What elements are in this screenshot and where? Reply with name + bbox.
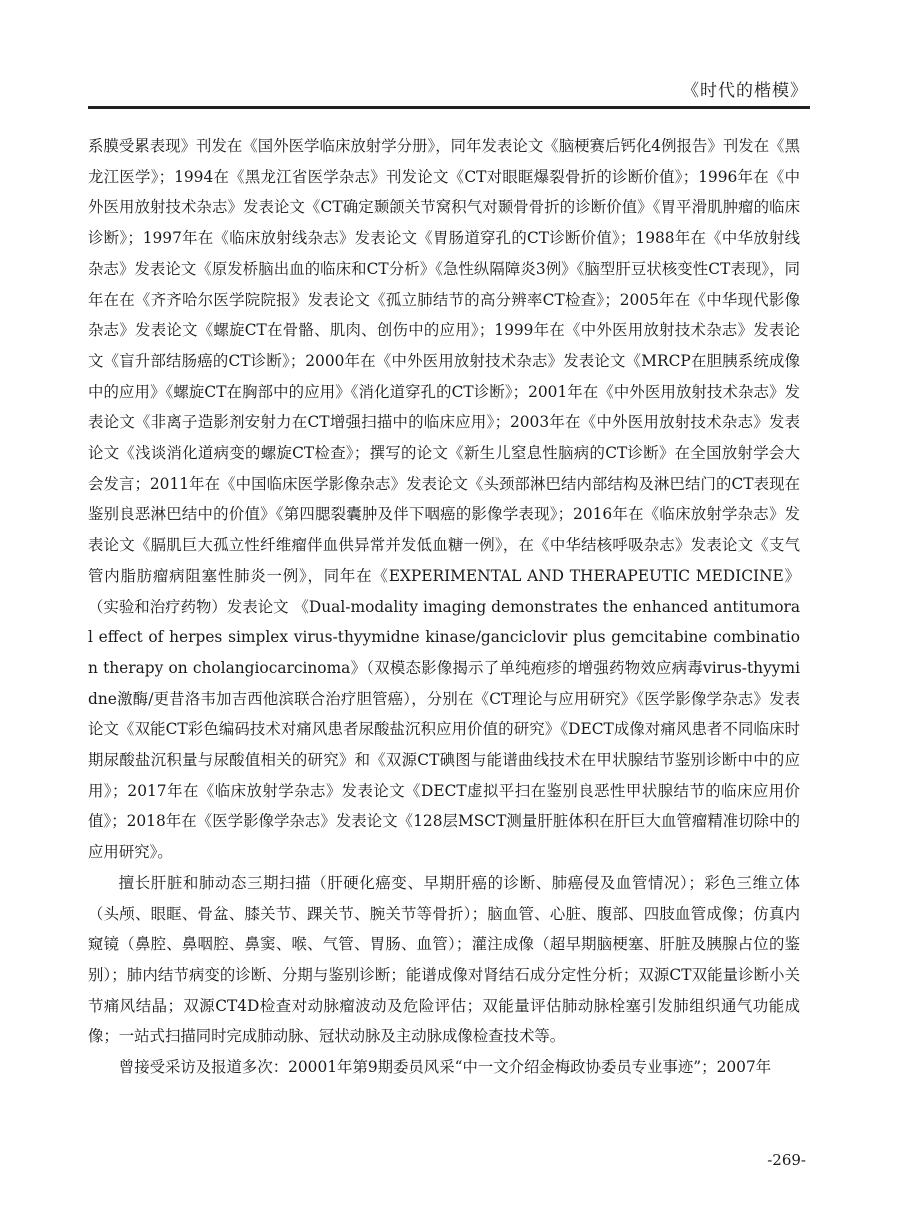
header-divider [88,106,810,109]
paragraph-publications: 系膜受累表现》刊发在《国外医学临床放射学分册》，同年发表论文《脑梗赛后钙化4例报告》刊发在《黑龙江医学》；1994在《黑龙江省医学杂志》刊发论文《CT对眼眶爆裂骨折的诊断价值》；1996年在《中外医用放射技术杂志》发表论文《CT确定颞颌关节窝积气对颞骨骨折的诊断价值》《胃平滑肌肿瘤的临床诊断》；1997年在《临床放射线杂志》发表论文《胃肠道穿孔的CT诊断价值》；1988年在《中华放射线杂志》发表论文《原发桥脑出血的临床和CT分析》《急性纵隔障炎3例》《脑型肝豆状核变性CT表现》，同年在在《齐齐哈尔医学院院报》发表论文《孤立肺结节的高分辨率CT检查》；2005年在《中华现代影像杂志》发表论文《螺旋CT在骨骼、肌肉、创伤中的应用》；1999年在《中外医用放射技术杂志》发表论文《盲升部结肠癌的CT诊断》；2000年在《中外医用放射技术杂志》发表论文《MRCP在胆胰系统成像中的应用》《螺旋CT在胸部中的应用》《消化道穿孔的CT诊断》；2001年在《中外医用放射技术杂志》发表论文《非离子造影剂安射力在CT增强扫描中的临床应用》；2003年在《中外医用放射技术杂志》发表论文《浅谈消化道病变的螺旋CT检查》；撰写的论文《新生儿窒息性脑病的CT诊断》在全国放射学会大会发言；2011年在《中国临床医学影像杂志》发表论文《头颈部淋巴结内部结构及淋巴结门的CT表现在鉴别良恶淋巴结中的价值》《第四腮裂囊肿及伴下咽癌的影像学表现》；2016年在《临床放射学杂志》发表论文《膈肌巨大孤立性纤维瘤伴血供异常并发低血糖一例》，在《中华结核呼吸杂志》发表论文《支气管内脂肪瘤病阻塞性肺炎一例》，同年在《EXPERIMENTAL AND THERAPEUTIC MEDICINE》（实验和治疗药物）发表论文 《Dual-modality imaging demonstrates the enhanced antitumoral effect of herpes simplex virus-thyymidne kinase/ganciclovir plus gemcitabine combination therapy on cholangiocarcinoma》（双模态影像揭示了单纯疱疹的增强药物效应病毒virus-thyymidne激酶/更昔洛韦加吉西他滨联合治疗胆管癌），分别在《CT理论与应用研究》《医学影像学杂志》发表论文《双能CT彩色编码技术对痛风患者尿酸盐沉积应用价值的研究》《DECT成像对痛风患者不同临床时期尿酸盐沉积量与尿酸值相关的研究》和《双源CT碘图与能谱曲线技术在甲状腺结节鉴别诊断中中的应用》；2017年在《临床放射学杂志》发表论文《DECT虚拟平扫在鉴别良恶性甲状腺结节的临床应用价值》；2018年在《医学影像学杂志》发表论文《128层MSCT测量肝脏体积在肝巨大血管瘤精准切除中的应用研究》。 [88,137,800,862]
paragraph-expertise: 擅长肝脏和肺动态三期扫描（肝硬化癌变、早期肝癌的诊断、肺癌侵及血管情况）；彩色三维立体（头颅、眼眶、骨盆、膝关节、踝关节、腕关节等骨折）；脑血管、心脏、腹部、四肢血管成像；仿真内窥镜（鼻腔、鼻咽腔、鼻窦、喉、气管、胃肠、血管）；灌注成像（超早期脑梗塞、肝脏及胰腺占位的鉴别）；肺内结节病变的诊断、分期与鉴别诊断；能谱成像对肾结石成分定性分析；双源CT双能量诊断小关节痛风结晶；双源CT4D检查对动脉瘤波动及危险评估；双能量评估肺动脉栓塞引发肺组织通气功能成像；一站式扫描同时完成肺动脉、冠状动脉及主动脉成像检查技术等。 [88,873,800,1046]
article-body [88,131,800,1083]
paragraph-interviews: 曾接受采访及报道多次：20001年第9期委员风采“中一文介绍金梅政协委员专业事迹”；2007年 [118,1058,772,1077]
running-header-title: 《时代的楷模》 [682,81,808,101]
page-number: -269- [767,1151,806,1169]
